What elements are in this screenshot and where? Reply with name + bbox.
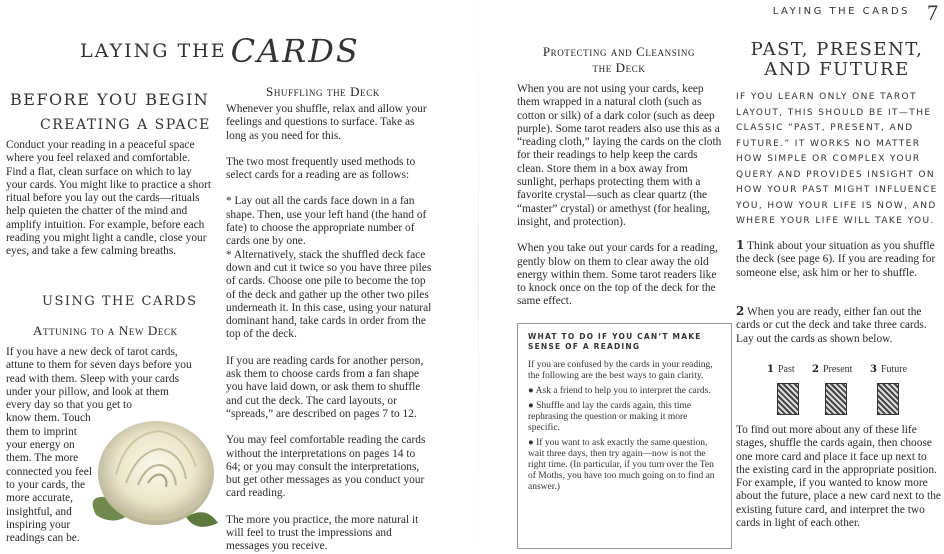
page-title-big: CARDS xyxy=(230,32,360,70)
tarot-card-present xyxy=(825,383,847,415)
tip-item: ● Ask a friend to help you to interpret the cards. xyxy=(528,386,711,396)
protecting-text: When you are not using your cards, keep them wrapped in a natural cloth (such as cotton or silk) of a dark color (such as deep purple). Some tarot readers also use this as a “reading cloth,” laying the cards on the cloth for their readings to help keep the cards clean. Store them in a box away from sunlight, perhaps protecting them with a favorite crystal—such as clear quartz (the “master” crystal) or amethyst (for healing, insight, and protection). When you take out your cards for a reading, gently blow on them to clear away the old energy within them. Some tarot readers like to knock once on the top of the deck for the same effect. xyxy=(517,83,722,308)
page-number: 7 xyxy=(927,0,938,25)
heading-protecting: Protecting and Cleansing the Deck xyxy=(542,44,696,75)
creating-space-paragraph: Conduct your reading in a peaceful space where you feel relaxed and comfortable. Find a flat, clean surface on which to lay your cards. You might like to practice a short ritual before you lay out the cards—rituals help quieten the chatter of the mind and amplify intuition. For example, before each reading you might light a candle, close your eyes, and take a few calming breaths. xyxy=(6,139,211,258)
step-2-number: 2 xyxy=(736,304,745,318)
page-gutter xyxy=(478,0,479,546)
white-rose-image xyxy=(86,405,224,541)
heading-attuning: Attuning to a New Deck xyxy=(33,323,178,338)
tip-item: ● If you want to ask exactly the same question, wait three days, then try again—now is not the right time. (In particular, if you turn over the Ten of Moths, you have too much going on to find an answer.) xyxy=(528,438,715,492)
heading-creating-a-space: CREATING A SPACE xyxy=(40,117,211,133)
spread-label-present: 2 Present xyxy=(812,364,853,375)
heading-using-the-cards: USING THE CARDS xyxy=(42,294,198,309)
heading-shuffling: Shuffling the Deck xyxy=(266,84,380,99)
spread-label-future: 3 Future xyxy=(870,364,908,375)
spread-label-past: 1 Past xyxy=(767,364,795,375)
tarot-card-past xyxy=(777,383,799,415)
running-header: LAYING THE CARDS xyxy=(772,6,910,17)
attuning-paragraph: If you have a new deck of tarot cards, attune to them for seven days before you read with them. Sleep with your cards under your pillow, and look at them every day so that you get to know them. Touch them to imprint your energy on them. The more connected you feel to your cards, the more accurate, insightful, and inspiring your readings can be. xyxy=(6,346,192,545)
page-title xyxy=(80,32,360,70)
tarot-card-future xyxy=(877,383,899,415)
shuffling-text: Whenever you shuffle, relax and allow your feelings and questions to surface. Take as long as you need for this. The two most frequently used methods to select cards for a reading are as follows: * Lay out all the cards face down in a fan shape. Then, use your left hand (the hand of fate) to choose the appropriate number of cards one by one. * Alternatively, stack the shuffled deck face down and cut it twice so you have three piles of cards. Choose one pile to become the top of the deck and gather up the other two piles underneath it. In this case, using your natural dominant hand, take cards in order from the top of the deck. If you are reading cards for another person, ask them to choose cards from a fan shape you have laid down, or ask them to shuffle and cut the deck. The card layouts, or “spreads,” are described on pages 7 to 12. You may feel comfortable reading the cards without the interpretations on pages 14 to 64; or you may consult the interpretations, but get other messages as you conduct your card reading. The more you practice, the more natural it will feel to trust the impressions and messages you receive. xyxy=(226,103,432,553)
heading-past-present-future: PAST, PRESENT, AND FUTURE xyxy=(750,39,924,80)
step-2: 2 When you are ready, either fan out the cards or cut the deck and take three cards. Lay out the cards as shown below. xyxy=(736,304,927,345)
spread-final-paragraph: To find out more about any of these life stages, shuffle the cards again, then choose one more card and place it face up next to the existing card in the appropriate position. For example, if you wanted to know more about the future, place a new card next to the existing future card, and interpret the two cards in light of each other. xyxy=(736,424,941,530)
step-1: 1 Think about your situation as you shuffle the deck (see page 6). If you are reading for someone else, ask him or her to shuffle. xyxy=(736,238,936,279)
tip-box-heading: WHAT TO DO IF YOU CAN’T MAKE SENSE OF A READING xyxy=(528,332,702,351)
heading-before-you-begin: BEFORE YOU BEGIN xyxy=(10,90,210,109)
spread-intro: IF YOU LEARN ONLY ONE TAROT LAYOUT, THIS SHOULD BE IT—THE CLASSIC “PAST, PRESENT, AND FUTURE.” IT WORKS NO MATTER HOW SIMPLE OR COMPLEX YOUR QUERY AND PROVIDES INSIGHT ON HOW YOUR PAST MIGHT INFLUENCE YOU, HOW YOUR LIFE IS NOW, AND WHERE YOUR LIFE WILL TAKE YOU. xyxy=(736,92,938,226)
tip-box-intro: If you are confused by the cards in your reading, the following are the best ways to gain clarity. xyxy=(528,360,713,381)
tip-box xyxy=(517,323,732,549)
page-title-small: LAYING THE xyxy=(80,40,227,62)
tip-item: ● Shuffle and lay the cards again, this time rephrasing the question or making it more specific. xyxy=(528,401,692,433)
step-1-number: 1 xyxy=(736,238,745,252)
